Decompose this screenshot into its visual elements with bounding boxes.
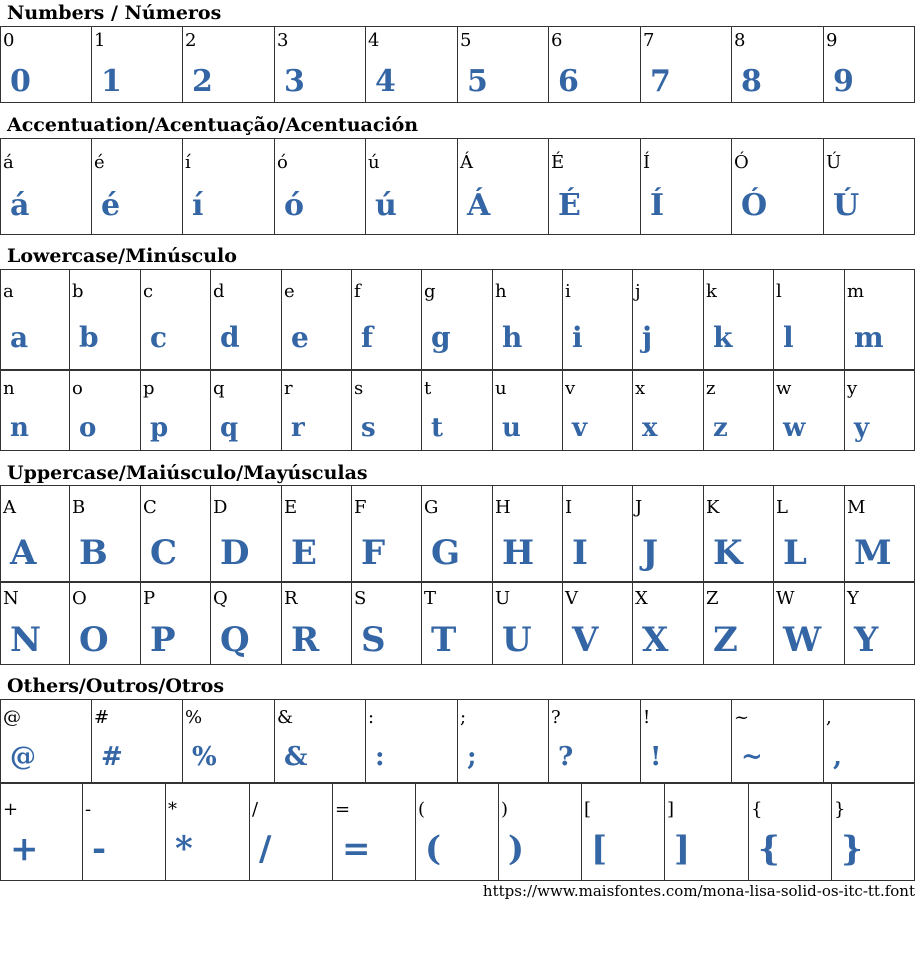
character-glyph-sample: Á xyxy=(467,188,491,223)
character-glyph-sample: ) xyxy=(508,829,525,869)
character-label: H xyxy=(495,497,511,518)
character-label: U xyxy=(495,588,511,609)
character-label: í xyxy=(185,152,191,173)
character-glyph-sample: 1 xyxy=(101,64,122,99)
character-label: g xyxy=(424,281,436,302)
character-label: J xyxy=(635,497,643,518)
character-label: d xyxy=(213,281,225,302)
source-url[interactable]: https://www.maisfontes.com/mona-lisa-solid-os-itc-tt.font xyxy=(482,882,915,900)
character-glyph-sample: T xyxy=(431,620,457,660)
glyph-cell xyxy=(844,370,915,451)
character-glyph-sample: u xyxy=(502,413,521,443)
glyph-cell xyxy=(457,26,549,103)
glyph-cell xyxy=(703,485,774,582)
character-label: Y xyxy=(847,588,859,609)
character-label: Á xyxy=(460,152,473,173)
glyph-cell xyxy=(140,269,211,370)
character-label: E xyxy=(284,497,298,518)
character-label: D xyxy=(213,497,228,518)
character-glyph-sample: - xyxy=(92,829,107,869)
glyph-cell xyxy=(281,370,352,451)
character-label: y xyxy=(847,378,858,399)
character-glyph-sample: x xyxy=(642,413,658,443)
character-label: i xyxy=(565,281,571,302)
glyph-cell xyxy=(281,485,352,582)
glyph-cell xyxy=(421,370,493,451)
character-label: l xyxy=(776,281,782,302)
character-glyph-sample: Ó xyxy=(741,188,768,223)
character-label: O xyxy=(72,588,87,609)
glyph-cell xyxy=(182,138,275,235)
glyph-cell xyxy=(823,26,915,103)
glyph-cell xyxy=(165,783,250,881)
character-glyph-sample: H xyxy=(502,533,535,573)
character-glyph-sample: G xyxy=(431,533,461,573)
character-glyph-sample: E xyxy=(291,533,317,573)
section-title: Numbers / Números xyxy=(7,2,222,24)
character-glyph-sample: Ú xyxy=(833,188,860,223)
glyph-cell xyxy=(492,269,563,370)
character-glyph-sample: í xyxy=(192,188,204,223)
character-glyph-sample: s xyxy=(361,413,376,443)
character-glyph-sample: 5 xyxy=(467,64,488,99)
glyph-cell xyxy=(140,485,211,582)
character-label: ) xyxy=(501,799,509,820)
glyph-cell xyxy=(731,699,824,783)
glyph-row xyxy=(0,370,915,451)
character-label: f xyxy=(354,281,361,302)
glyph-cell xyxy=(0,582,70,665)
glyph-row xyxy=(0,582,915,665)
glyph-cell xyxy=(548,138,641,235)
character-glyph-sample: n xyxy=(10,413,29,443)
character-glyph-sample: : xyxy=(375,742,385,772)
character-glyph-sample: P xyxy=(150,620,176,660)
glyph-cell xyxy=(421,269,493,370)
glyph-row xyxy=(0,783,915,881)
glyph-cell xyxy=(831,783,915,881)
glyph-cell xyxy=(703,370,774,451)
glyph-cell xyxy=(140,582,211,665)
glyph-cell xyxy=(421,582,493,665)
glyph-cell xyxy=(664,783,749,881)
glyph-cell xyxy=(69,582,141,665)
character-glyph-sample: i xyxy=(572,321,583,354)
character-label: G xyxy=(424,497,439,518)
glyph-cell xyxy=(457,699,549,783)
glyph-cell xyxy=(703,582,774,665)
character-label: + xyxy=(3,799,19,820)
character-label: j xyxy=(635,281,641,302)
character-label: e xyxy=(284,281,295,302)
character-glyph-sample: K xyxy=(713,533,743,573)
glyph-cell xyxy=(562,485,633,582)
character-label: k xyxy=(706,281,717,302)
glyph-cell xyxy=(421,485,493,582)
glyph-cell xyxy=(140,370,211,451)
glyph-cell xyxy=(0,269,70,370)
character-label: W xyxy=(776,588,795,609)
character-label: # xyxy=(94,707,110,728)
section-title: Accentuation/Acentuação/Acentuación xyxy=(7,114,419,136)
character-glyph-sample: ( xyxy=(425,829,442,869)
character-label: ~ xyxy=(734,707,750,728)
character-glyph-sample: M xyxy=(854,533,892,573)
character-glyph-sample: É xyxy=(558,188,581,223)
character-glyph-sample: Í xyxy=(650,188,665,223)
glyph-cell xyxy=(182,26,275,103)
character-glyph-sample: b xyxy=(79,321,99,354)
glyph-cell xyxy=(0,26,92,103)
character-glyph-sample: L xyxy=(783,533,807,573)
glyph-cell xyxy=(351,485,422,582)
character-glyph-sample: , xyxy=(833,742,843,772)
character-label: q xyxy=(213,378,225,399)
character-label: , xyxy=(826,707,832,728)
character-label: I xyxy=(565,497,573,518)
character-glyph-sample: o xyxy=(79,413,97,443)
character-label: @ xyxy=(3,707,21,728)
character-glyph-sample: p xyxy=(150,413,169,443)
character-glyph-sample: O xyxy=(79,620,109,660)
character-glyph-sample: v xyxy=(572,413,588,443)
character-label: V xyxy=(565,588,578,609)
character-label: m xyxy=(847,281,865,302)
glyph-cell xyxy=(492,485,563,582)
character-label: ( xyxy=(418,799,426,820)
character-label: L xyxy=(776,497,788,518)
character-label: w xyxy=(776,378,792,399)
character-label: z xyxy=(706,378,716,399)
character-label: * xyxy=(168,799,177,820)
character-glyph-sample: W xyxy=(783,620,822,660)
character-glyph-sample: 7 xyxy=(650,64,671,99)
character-glyph-sample: w xyxy=(783,413,806,443)
glyph-cell xyxy=(731,26,824,103)
character-glyph-sample: l xyxy=(783,321,794,354)
character-glyph-sample: ú xyxy=(375,188,397,223)
glyph-cell xyxy=(182,699,275,783)
character-label: } xyxy=(834,799,846,820)
character-label: t xyxy=(424,378,432,399)
character-label: Q xyxy=(213,588,228,609)
glyph-cell xyxy=(91,699,183,783)
character-glyph-sample: Y xyxy=(854,620,879,660)
character-label: Ó xyxy=(734,152,749,173)
character-glyph-sample: j xyxy=(642,321,653,354)
glyph-cell xyxy=(69,269,141,370)
character-label: 8 xyxy=(734,30,746,51)
character-label: s xyxy=(354,378,364,399)
character-glyph-sample: 4 xyxy=(375,64,396,99)
glyph-cell xyxy=(562,582,633,665)
character-label: R xyxy=(284,588,298,609)
character-label: / xyxy=(252,799,259,820)
glyph-cell xyxy=(0,138,92,235)
character-label: Ú xyxy=(826,152,842,173)
character-glyph-sample: S xyxy=(361,620,386,660)
character-label: F xyxy=(354,497,367,518)
section-title: Uppercase/Maiúsculo/Mayúsculas xyxy=(7,462,368,484)
character-glyph-sample: g xyxy=(431,321,451,354)
glyph-cell xyxy=(773,485,845,582)
character-glyph-sample: I xyxy=(572,533,588,573)
character-label: 7 xyxy=(643,30,655,51)
character-label: [ xyxy=(584,799,592,820)
character-glyph-sample: e xyxy=(291,321,309,354)
glyph-cell xyxy=(281,582,352,665)
character-label: 2 xyxy=(185,30,197,51)
character-glyph-sample: = xyxy=(342,829,371,869)
glyph-cell xyxy=(281,269,352,370)
glyph-cell xyxy=(351,582,422,665)
character-label: a xyxy=(3,281,14,302)
character-glyph-sample: y xyxy=(854,413,870,443)
character-glyph-sample: V xyxy=(572,620,599,660)
glyph-cell xyxy=(844,485,915,582)
character-label: 4 xyxy=(368,30,380,51)
glyph-cell xyxy=(91,138,183,235)
character-label: P xyxy=(143,588,156,609)
character-glyph-sample: ? xyxy=(558,742,574,772)
character-label: 6 xyxy=(551,30,563,51)
character-label: Í xyxy=(643,152,651,173)
glyph-cell xyxy=(0,485,70,582)
character-label: 5 xyxy=(460,30,472,51)
glyph-cell xyxy=(69,370,141,451)
glyph-cell xyxy=(823,138,915,235)
glyph-cell xyxy=(562,370,633,451)
character-glyph-sample: 3 xyxy=(284,64,305,99)
glyph-cell xyxy=(332,783,416,881)
character-label: 0 xyxy=(3,30,15,51)
glyph-cell xyxy=(351,269,422,370)
character-glyph-sample: c xyxy=(150,321,168,354)
character-glyph-sample: [ xyxy=(591,829,608,869)
character-glyph-sample: ; xyxy=(467,742,477,772)
character-label: v xyxy=(565,378,576,399)
glyph-cell xyxy=(210,370,282,451)
character-label: ? xyxy=(551,707,561,728)
glyph-cell xyxy=(632,269,704,370)
character-glyph-sample: ~ xyxy=(741,742,763,772)
character-label: c xyxy=(143,281,154,302)
glyph-cell xyxy=(0,370,70,451)
glyph-cell xyxy=(823,699,915,783)
character-label: ! xyxy=(643,707,651,728)
glyph-row xyxy=(0,269,915,370)
character-label: X xyxy=(635,588,648,609)
character-label: 3 xyxy=(277,30,289,51)
character-glyph-sample: % xyxy=(192,742,217,772)
character-glyph-sample: # xyxy=(101,742,123,772)
character-glyph-sample: a xyxy=(10,321,29,354)
character-label: á xyxy=(3,152,14,173)
glyph-cell xyxy=(632,582,704,665)
glyph-cell xyxy=(640,699,732,783)
glyph-cell xyxy=(773,269,845,370)
character-label: o xyxy=(72,378,83,399)
glyph-cell xyxy=(640,26,732,103)
glyph-cell xyxy=(844,269,915,370)
character-label: u xyxy=(495,378,507,399)
glyph-cell xyxy=(0,783,83,881)
character-label: M xyxy=(847,497,866,518)
character-glyph-sample: t xyxy=(431,413,444,443)
glyph-cell xyxy=(351,370,422,451)
character-glyph-sample: ó xyxy=(284,188,305,223)
glyph-cell xyxy=(632,370,704,451)
character-label: n xyxy=(3,378,15,399)
character-label: - xyxy=(85,799,92,820)
character-glyph-sample: X xyxy=(642,620,669,660)
glyph-cell xyxy=(210,485,282,582)
character-label: = xyxy=(335,799,351,820)
glyph-cell xyxy=(581,783,665,881)
character-glyph-sample: { xyxy=(758,829,780,869)
glyph-row xyxy=(0,138,915,235)
glyph-cell xyxy=(365,26,458,103)
character-glyph-sample: 2 xyxy=(192,64,213,99)
glyph-cell xyxy=(274,699,366,783)
glyph-cell xyxy=(640,138,732,235)
character-label: Z xyxy=(706,588,719,609)
glyph-cell xyxy=(365,699,458,783)
glyph-cell xyxy=(731,138,824,235)
character-label: h xyxy=(495,281,507,302)
character-glyph-sample: f xyxy=(361,321,374,354)
character-glyph-sample: + xyxy=(10,829,39,869)
character-glyph-sample: D xyxy=(220,533,250,573)
character-glyph-sample: R xyxy=(291,620,320,660)
glyph-cell xyxy=(703,269,774,370)
character-glyph-sample: } xyxy=(841,829,863,869)
character-glyph-sample: J xyxy=(642,533,659,573)
glyph-row xyxy=(0,26,915,103)
glyph-cell xyxy=(91,26,183,103)
character-label: : xyxy=(368,707,375,728)
glyph-cell xyxy=(562,269,633,370)
character-label: B xyxy=(72,497,86,518)
glyph-cell xyxy=(492,582,563,665)
character-glyph-sample: 6 xyxy=(558,64,579,99)
character-label: ] xyxy=(667,799,675,820)
character-glyph-sample: h xyxy=(502,321,523,354)
character-label: N xyxy=(3,588,19,609)
character-glyph-sample: ] xyxy=(674,829,691,869)
glyph-cell xyxy=(210,269,282,370)
glyph-cell xyxy=(498,783,582,881)
character-label: r xyxy=(284,378,293,399)
character-glyph-sample: / xyxy=(259,829,272,869)
glyph-cell xyxy=(274,138,366,235)
section-title: Lowercase/Minúsculo xyxy=(7,245,237,267)
character-glyph-sample: á xyxy=(10,188,30,223)
glyph-cell xyxy=(632,485,704,582)
character-glyph-sample: U xyxy=(502,620,532,660)
character-glyph-sample: @ xyxy=(10,742,36,772)
character-glyph-sample: m xyxy=(854,321,884,354)
glyph-cell xyxy=(548,699,641,783)
character-glyph-sample: F xyxy=(361,533,386,573)
character-label: T xyxy=(424,588,437,609)
character-glyph-sample: é xyxy=(101,188,121,223)
section-title: Others/Outros/Otros xyxy=(7,675,225,697)
character-label: { xyxy=(751,799,763,820)
character-label: & xyxy=(277,707,294,728)
character-glyph-sample: k xyxy=(713,321,733,354)
character-glyph-sample: 8 xyxy=(741,64,762,99)
glyph-cell xyxy=(844,582,915,665)
character-glyph-sample: * xyxy=(175,829,193,869)
character-glyph-sample: ! xyxy=(650,742,662,772)
glyph-cell xyxy=(492,370,563,451)
character-glyph-sample: N xyxy=(10,620,42,660)
character-label: b xyxy=(72,281,84,302)
character-label: é xyxy=(94,152,105,173)
glyph-cell xyxy=(0,699,92,783)
character-glyph-sample: q xyxy=(220,413,239,443)
character-label: ú xyxy=(368,152,380,173)
character-label: S xyxy=(354,588,367,609)
glyph-cell xyxy=(69,485,141,582)
character-label: C xyxy=(143,497,157,518)
glyph-cell xyxy=(365,138,458,235)
character-glyph-sample: C xyxy=(150,533,178,573)
character-label: É xyxy=(551,152,565,173)
glyph-cell xyxy=(249,783,333,881)
character-glyph-sample: & xyxy=(284,742,308,772)
character-glyph-sample: 9 xyxy=(833,64,854,99)
character-glyph-sample: d xyxy=(220,321,240,354)
character-glyph-sample: 0 xyxy=(10,64,31,99)
glyph-cell xyxy=(548,26,641,103)
character-glyph-sample: r xyxy=(291,413,305,443)
character-label: x xyxy=(635,378,646,399)
character-glyph-sample: z xyxy=(713,413,728,443)
character-label: p xyxy=(143,378,155,399)
character-glyph-sample: Q xyxy=(220,620,250,660)
glyph-cell xyxy=(457,138,549,235)
glyph-cell xyxy=(415,783,499,881)
glyph-cell xyxy=(210,582,282,665)
glyph-cell xyxy=(82,783,166,881)
character-label: ó xyxy=(277,152,288,173)
character-glyph-sample: A xyxy=(10,533,37,573)
character-label: 1 xyxy=(94,30,106,51)
glyph-row xyxy=(0,699,915,783)
character-glyph-sample: Z xyxy=(713,620,738,660)
character-label: A xyxy=(3,497,16,518)
glyph-cell xyxy=(748,783,832,881)
character-label: % xyxy=(185,707,203,728)
character-glyph-sample: B xyxy=(79,533,108,573)
character-label: ; xyxy=(460,707,467,728)
glyph-cell xyxy=(773,370,845,451)
glyph-cell xyxy=(274,26,366,103)
glyph-row xyxy=(0,485,915,582)
character-label: K xyxy=(706,497,720,518)
glyph-cell xyxy=(773,582,845,665)
character-label: 9 xyxy=(826,30,838,51)
